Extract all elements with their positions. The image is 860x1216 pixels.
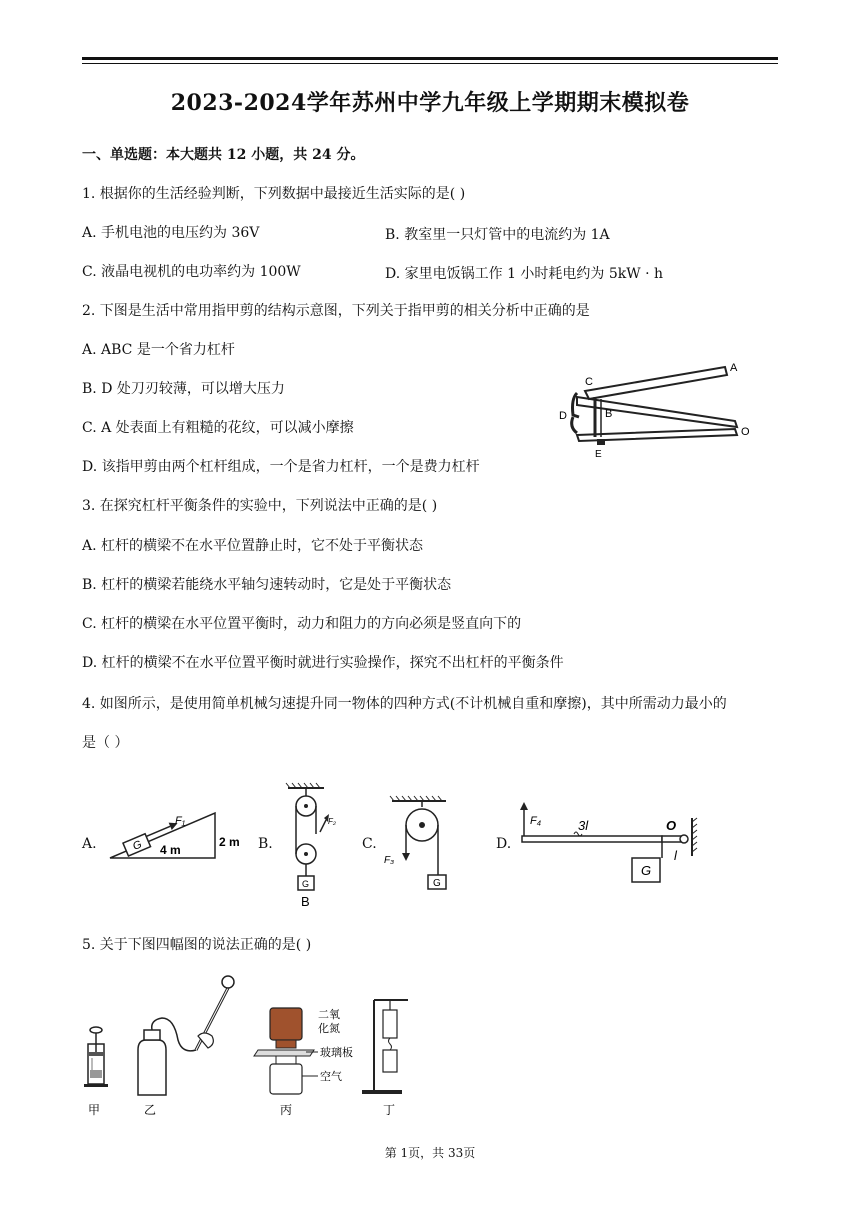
q4-option-b-label: B.: [258, 836, 273, 852]
incline-force-label: F₁: [175, 815, 186, 827]
clipper-label-a: A: [730, 362, 738, 374]
incline-figure: [105, 808, 255, 868]
q5-stem: 5. 关于下图四幅图的说法正确的是( ): [82, 937, 312, 953]
q2-option-d: D. 该指甲剪由两个杠杆组成，一个是省力杠杆，一个是费力杠杆: [82, 459, 480, 475]
incline-weight-label: G: [131, 838, 144, 853]
pulley-block-weight-label: G: [302, 879, 310, 889]
q4-option-d-label: D.: [496, 836, 512, 852]
q5-figures: [78, 970, 418, 1120]
lever-weight-label: G: [641, 863, 652, 878]
q3-option-d: D. 杠杆的横梁不在水平位置平衡时就进行实验操作，探究不出杠杆的平衡条件: [82, 655, 564, 671]
clipper-label-o: O: [741, 426, 750, 438]
fixed-pulley-force-label: F₃: [384, 855, 395, 866]
fixed-pulley-weight-label: G: [433, 878, 441, 889]
clipper-label-e: E: [595, 449, 602, 460]
q3-option-c: C. 杠杆的横梁在水平位置平衡时，动力和阻力的方向必须是竖直向下的: [82, 616, 522, 632]
q3-stem: 3. 在探究杠杆平衡条件的实验中，下列说法中正确的是( ): [82, 498, 438, 514]
clipper-label-c: C: [585, 376, 593, 388]
pulley-block-caption: B: [301, 894, 310, 909]
q4-option-c-label: C.: [362, 836, 377, 852]
q1-stem: 1. 根据你的生活经验判断，下列数据中最接近生活实际的是( ): [82, 186, 466, 202]
fig-bing-air: 空气: [320, 1071, 342, 1083]
lever-arm-label: 3l: [578, 818, 589, 833]
q4-option-a-label: A.: [82, 836, 97, 852]
page-title: 2023-2024学年苏州中学九年级上学期期末模拟卷: [170, 90, 690, 116]
q1-option-c: C. 液晶电视机的电功率约为 100W: [82, 264, 301, 280]
page-footer: 第 1页，共 33页: [384, 1146, 476, 1160]
header-rule-thin: [82, 63, 778, 64]
q1-option-b: B. 教室里一只灯管中的电流约为 1A: [385, 227, 610, 243]
lever-figure: [516, 800, 711, 890]
q3-option-a: A. 杠杆的横梁不在水平位置静止时，它不处于平衡状态: [82, 538, 424, 554]
fig-bing-gas2: 化氮: [318, 1023, 340, 1035]
fig-bing-label: 丙: [280, 1103, 293, 1117]
clipper-label-d: D: [559, 410, 567, 422]
lever-force-label: F₄: [530, 815, 542, 827]
header-rule-thick: [82, 57, 778, 60]
clipper-label-b: B: [605, 408, 613, 420]
incline-length-label: 4 m: [160, 843, 181, 857]
q2-option-a: A. ABC 是一个省力杠杆: [82, 342, 235, 358]
q1-option-a: A. 手机电池的电压约为 36V: [82, 225, 260, 241]
fixed-pulley-figure: [380, 795, 460, 895]
q4-stem-line2: 是（ ）: [82, 735, 129, 751]
q4-stem-line1: 4. 如图所示，是使用简单机械匀速提升同一物体的四种方式(不计机械自重和摩擦)，其中所需动力最小的: [82, 696, 727, 712]
lever-short-arm-label: l: [674, 848, 677, 863]
fig-ding-label: 丁: [383, 1103, 396, 1117]
q2-option-b: B. D 处刀刃较薄，可以增大压力: [82, 381, 285, 397]
q2-stem: 2. 下图是生活中常用指甲剪的结构示意图，下列关于指甲剪的相关分析中正确的是: [82, 303, 590, 319]
q2-option-c: C. A 处表面上有粗糙的花纹，可以减小摩擦: [82, 420, 354, 436]
section-heading: 一、单选题：本大题共 12 小题，共 24 分。: [82, 147, 365, 163]
q3-option-b: B. 杠杆的横梁若能绕水平轴匀速转动时，它是处于平衡状态: [82, 577, 452, 593]
incline-height-label: 2 m: [219, 835, 240, 849]
pulley-block-figure: [280, 782, 340, 912]
pulley-block-force-label: F₂: [328, 817, 336, 826]
lever-pivot-label: O: [666, 818, 677, 833]
nail-clipper-figure: [555, 355, 765, 460]
fig-jia-label: 甲: [88, 1103, 101, 1117]
q1-option-d: D. 家里电饭锅工作 1 小时耗电约为 5kW · h: [385, 266, 664, 282]
fig-bing-glass: 玻璃板: [320, 1047, 353, 1059]
fig-bing-gas1: 二氧: [318, 1009, 340, 1021]
fig-yi-label: 乙: [144, 1103, 157, 1117]
